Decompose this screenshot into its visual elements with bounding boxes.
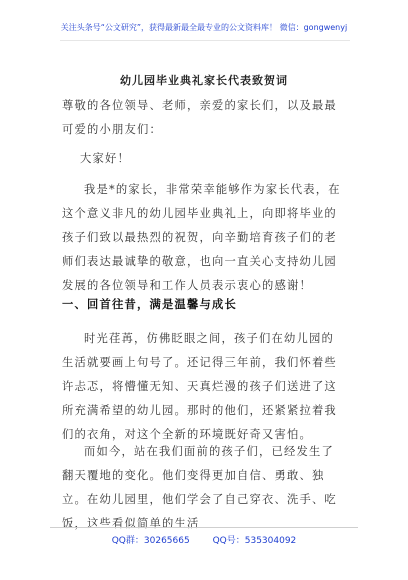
hello-line: 大家好！ [80, 152, 130, 165]
greeting: 尊敬的各位领导、老师，亲爱的家长们，以及最最可爱的小朋友们： [62, 99, 337, 136]
paragraph-2: 时光荏苒，仿佛眨眼之间，孩子们在幼儿园的生活就要画上句号了。还记得三年前，我们怀着些许忐忑，将懵懂无知、天真烂漫的孩子们送进了这所充满希望的幼儿园。那时的他们，还紧紧拉着我们的衣角，对这个全新的环境既好奇又害怕。 [62, 332, 337, 441]
document-title: 幼儿园毕业典礼家长代表致贺词 [120, 74, 288, 87]
section-heading-1: 一、回首往昔，满是温馨与成长 [62, 298, 237, 311]
qq-group-text: QQ群：30265665 [111, 536, 190, 546]
footer-contacts [0, 533, 408, 546]
paragraph-3: 而如今，站在我们面前的孩子们，已经发生了翻天覆地的变化。他们变得更加自信、勇敢、独立。在幼儿园里，他们学会了自己穿衣、洗手、吃饭，这些看似简单的生活 [62, 445, 337, 530]
header-divider [60, 40, 350, 41]
qq-number-text: QQ号：535304092 [212, 536, 297, 546]
paragraph-1: 我是*的家长，非常荣幸能够作为家长代表，在这个意义非凡的幼儿园毕业典礼上，向即将毕业的孩子们致以最热烈的祝贺，向辛勤培育孩子们的老师们表达最诚挚的敬意，也向一直关心支持幼儿园发展的各位领导和工作人员表示衷心的感谢！ [62, 183, 341, 292]
promo-header: 关注头条号“公文研究”，获得最新最全最专业的公文资料库！ 微信：gongwenyj [60, 23, 348, 32]
footer-divider [50, 527, 358, 528]
